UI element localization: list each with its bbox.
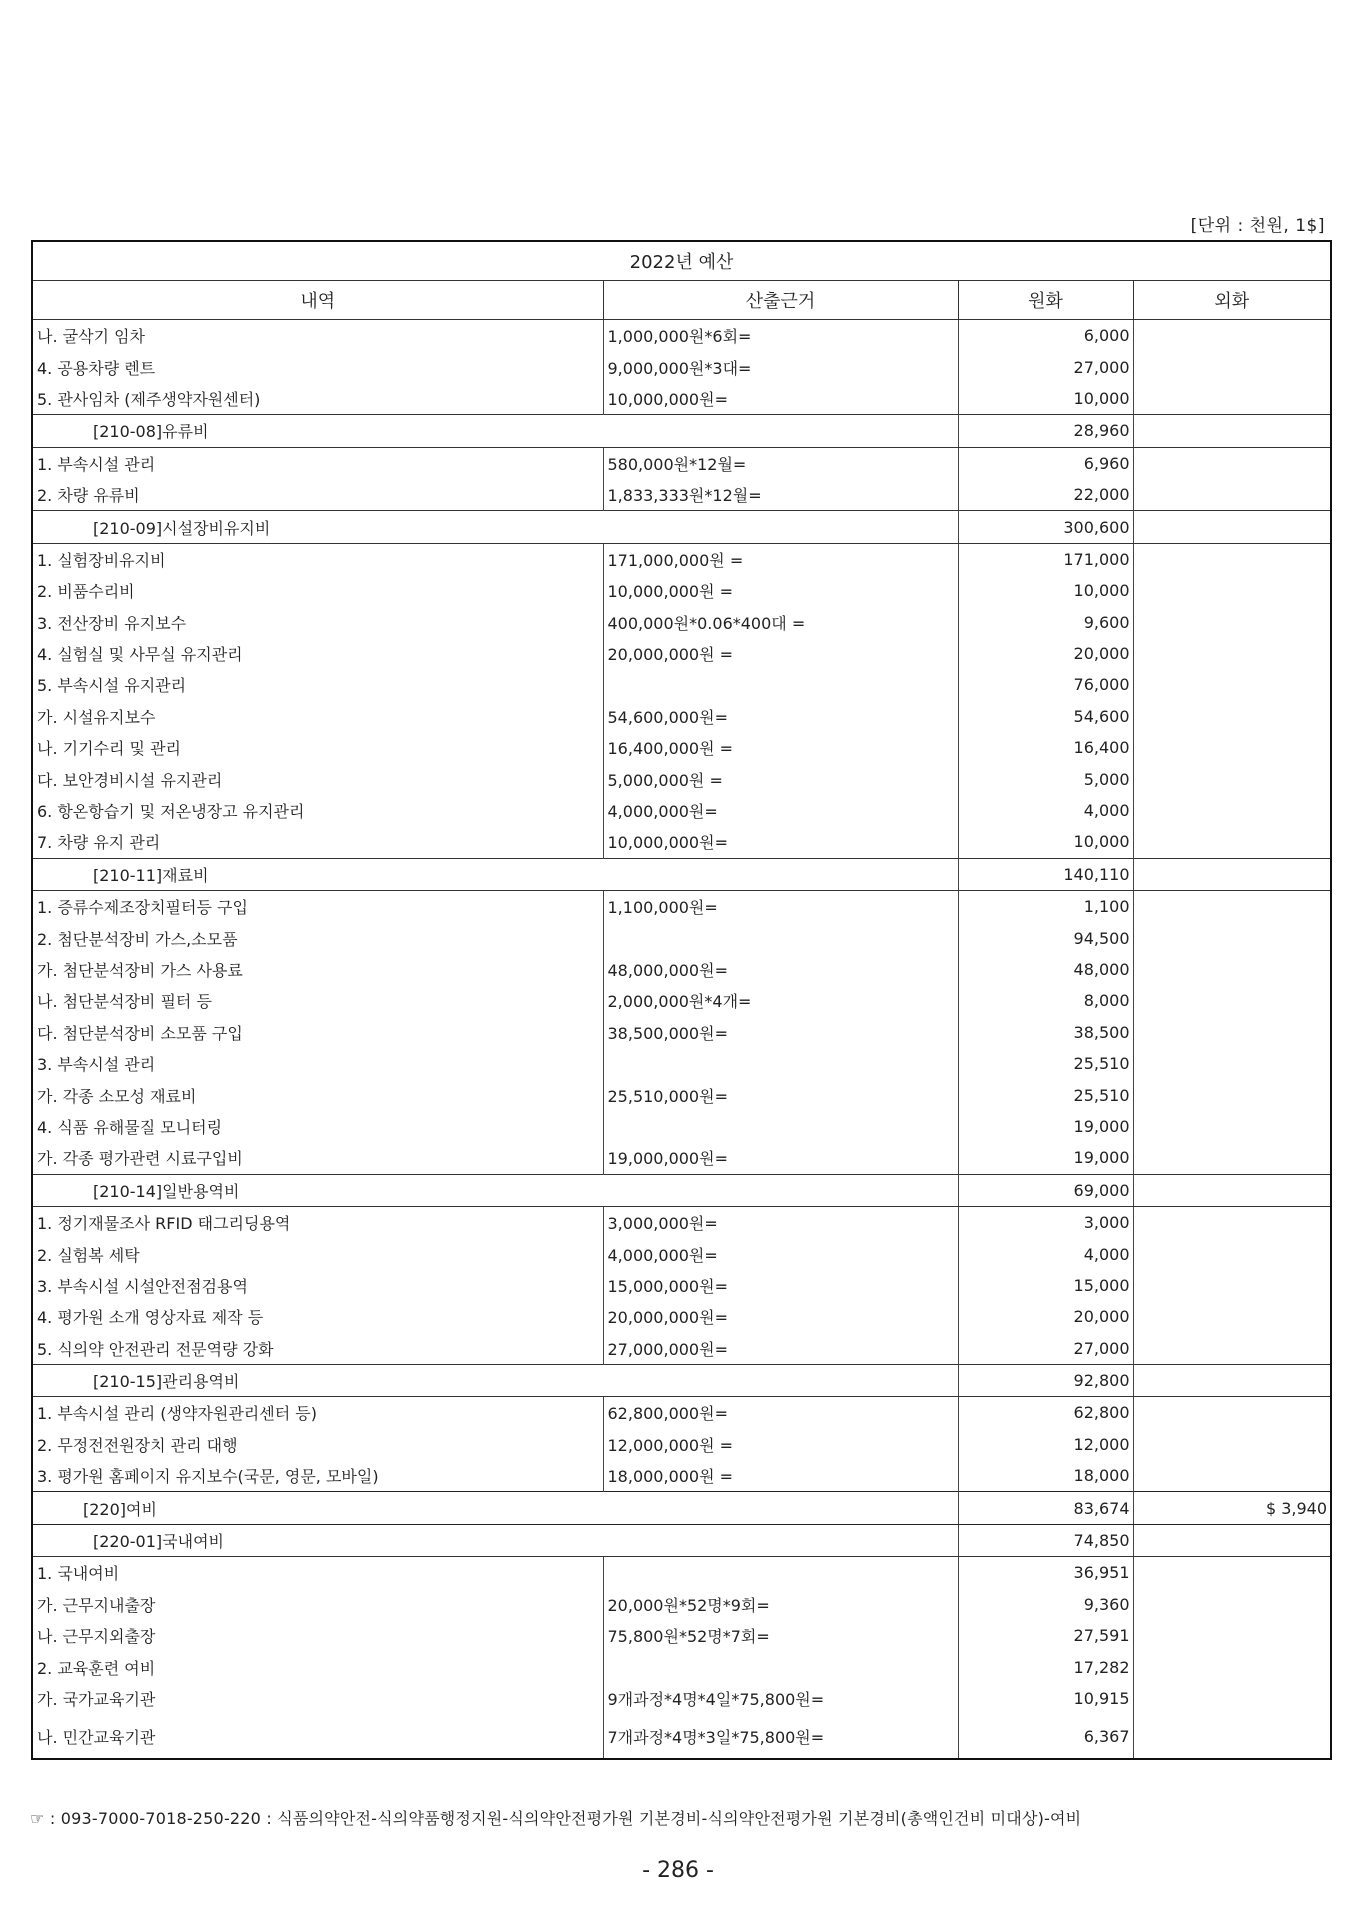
item-fx [1133,1111,1331,1142]
table-row [32,479,1331,511]
item-fx [1133,320,1331,352]
item-fx [1133,479,1331,511]
item-basis: 171,000,000원 = [603,543,958,575]
table-row [32,1238,1331,1269]
item-fx [1133,1017,1331,1048]
section-krw: 83,674 [958,1492,1133,1524]
col-basis-header: 산출근거 [603,281,958,320]
item-desc: 가. 근무지내출장 [32,1589,603,1620]
item-basis: 20,000,000원 = [603,638,958,669]
item-desc: 5. 부속시설 유지관리 [32,669,603,700]
table-row [32,1206,1331,1238]
item-fx [1133,1557,1331,1589]
item-basis: 4,000,000원= [603,1238,958,1269]
table-row [32,607,1331,638]
section-krw: 300,600 [958,511,1133,543]
section-fx [1133,1524,1331,1556]
item-desc: 4. 식품 유해물질 모니터링 [32,1111,603,1142]
section-krw: 92,800 [958,1364,1133,1396]
section-fx [1133,1174,1331,1206]
item-fx [1133,575,1331,606]
item-fx [1133,383,1331,415]
table-row [32,351,1331,382]
table-row [32,638,1331,669]
item-fx [1133,669,1331,700]
item-desc: 5. 관사임차 (제주생약자원센터) [32,383,603,415]
item-krw: 94,500 [958,922,1133,953]
section-row [32,1364,1331,1396]
item-krw: 6,000 [958,320,1133,352]
section-krw: 74,850 [958,1524,1133,1556]
table-row [32,383,1331,415]
page-number: - 286 - [642,1858,714,1883]
item-krw: 62,800 [958,1397,1133,1429]
item-basis: 400,000원*0.06*400대 = [603,607,958,638]
item-desc: 다. 첨단분석장비 소모품 구입 [32,1017,603,1048]
section-desc: [210-15]관리용역비 [32,1364,958,1396]
item-desc: 1. 실험장비유지비 [32,543,603,575]
table-row [32,795,1331,826]
item-fx [1133,1238,1331,1269]
item-desc: 2. 교육훈련 여비 [32,1651,603,1682]
table-row [32,543,1331,575]
item-krw: 27,000 [958,1333,1133,1365]
item-fx [1133,1301,1331,1332]
table-row [32,1714,1331,1759]
table-row [32,320,1331,352]
item-desc: 나. 첨단분석장비 필터 등 [32,985,603,1016]
table-row [32,1683,1331,1714]
item-fx [1133,351,1331,382]
item-krw: 27,000 [958,351,1133,382]
item-fx [1133,1429,1331,1460]
item-basis [603,1651,958,1682]
item-basis: 4,000,000원= [603,795,958,826]
item-fx [1133,1589,1331,1620]
item-krw: 10,915 [958,1683,1133,1714]
item-fx [1133,922,1331,953]
section-desc: [220-01]국내여비 [32,1524,958,1556]
item-basis: 20,000원*52명*9회= [603,1589,958,1620]
item-desc: 가. 각종 소모성 재료비 [32,1079,603,1110]
item-krw: 27,591 [958,1620,1133,1651]
section-row [32,415,1331,447]
item-desc: 3. 평가원 홈페이지 유지보수(국문, 영문, 모바일) [32,1460,603,1492]
item-desc: 가. 각종 평가관련 시료구입비 [32,1142,603,1174]
item-basis: 48,000,000원= [603,954,958,985]
item-desc: 3. 전산장비 유지보수 [32,607,603,638]
item-basis [603,1111,958,1142]
item-krw: 10,000 [958,383,1133,415]
section-row [32,511,1331,543]
item-desc: 가. 국가교육기관 [32,1683,603,1714]
item-fx [1133,447,1331,479]
col-krw-header: 원화 [958,281,1133,320]
item-desc: 2. 비품수리비 [32,575,603,606]
table-row [32,1651,1331,1682]
item-fx [1133,985,1331,1016]
item-krw: 15,000 [958,1270,1133,1301]
table-row [32,701,1331,732]
item-basis: 10,000,000원 = [603,575,958,606]
item-krw: 10,000 [958,575,1133,606]
table-row [32,1142,1331,1174]
item-basis: 3,000,000원= [603,1206,958,1238]
item-desc: 나. 기기수리 및 관리 [32,732,603,763]
item-basis: 62,800,000원= [603,1397,958,1429]
item-basis: 54,600,000원= [603,701,958,732]
item-basis [603,1557,958,1589]
table-row [32,891,1331,923]
item-desc: 3. 부속시설 관리 [32,1048,603,1079]
item-basis: 38,500,000원= [603,1017,958,1048]
item-basis [603,922,958,953]
item-basis: 9개과정*4명*4일*75,800원= [603,1683,958,1714]
item-krw: 22,000 [958,479,1133,511]
item-basis: 75,800원*52명*7회= [603,1620,958,1651]
year-header-row [32,241,1331,281]
section-krw: 69,000 [958,1174,1133,1206]
item-desc: 가. 첨단분석장비 가스 사용료 [32,954,603,985]
item-krw: 1,100 [958,891,1133,923]
item-krw: 48,000 [958,954,1133,985]
item-krw: 16,400 [958,732,1133,763]
item-krw: 9,360 [958,1589,1133,1620]
item-basis: 27,000,000원= [603,1333,958,1365]
item-krw: 19,000 [958,1142,1133,1174]
table-row [32,922,1331,953]
item-basis [603,1048,958,1079]
table-row [32,1079,1331,1110]
item-krw: 171,000 [958,543,1133,575]
section-row [32,1492,1331,1524]
section-fx [1133,511,1331,543]
item-basis: 10,000,000원= [603,383,958,415]
item-basis: 19,000,000원= [603,1142,958,1174]
item-fx [1133,638,1331,669]
item-krw: 20,000 [958,1301,1133,1332]
section-desc: [220]여비 [32,1492,958,1524]
item-basis: 12,000,000원 = [603,1429,958,1460]
item-desc: 2. 실험복 세탁 [32,1238,603,1269]
table-row [32,669,1331,700]
item-krw: 9,600 [958,607,1133,638]
item-desc: 4. 공용차량 렌트 [32,351,603,382]
table-row [32,1048,1331,1079]
item-desc: 4. 실험실 및 사무실 유지관리 [32,638,603,669]
item-krw: 6,367 [958,1714,1133,1759]
item-fx [1133,1397,1331,1429]
table-row [32,1397,1331,1429]
section-fx [1133,415,1331,447]
item-krw: 36,951 [958,1557,1133,1589]
item-krw: 4,000 [958,795,1133,826]
item-basis: 1,000,000원*6회= [603,320,958,352]
item-basis: 9,000,000원*3대= [603,351,958,382]
item-fx [1133,1079,1331,1110]
item-basis: 1,833,333원*12월= [603,479,958,511]
item-desc: 6. 항온항습기 및 저온냉장고 유지관리 [32,795,603,826]
item-basis: 2,000,000원*4개= [603,985,958,1016]
year-title: 2022년 예산 [32,241,1331,281]
item-basis [603,669,958,700]
item-fx [1133,1714,1331,1759]
table-row [32,1111,1331,1142]
item-basis: 5,000,000원 = [603,763,958,794]
table-row [32,575,1331,606]
item-desc: 4. 평가원 소개 영상자료 제작 등 [32,1301,603,1332]
item-fx [1133,763,1331,794]
item-desc: 1. 국내여비 [32,1557,603,1589]
item-basis: 580,000원*12월= [603,447,958,479]
item-fx [1133,891,1331,923]
item-fx [1133,1142,1331,1174]
item-krw: 5,000 [958,763,1133,794]
section-desc: [210-08]유류비 [32,415,958,447]
item-desc: 다. 보안경비시설 유지관리 [32,763,603,794]
section-row [32,858,1331,890]
item-fx [1133,1333,1331,1365]
col-fx-header: 외화 [1133,281,1331,320]
table-row [32,985,1331,1016]
item-krw: 54,600 [958,701,1133,732]
item-fx [1133,732,1331,763]
item-desc: 가. 시설유지보수 [32,701,603,732]
footnote: ☞ : 093-7000-7018-250-220 : 식품의약안전-식의약품행정지원-식의약안전평가원 기본경비-식의약안전평가원 기본경비(총액인건비 미대상)-여비 [30,1809,1082,1828]
item-desc: 3. 부속시설 시설안전점검용역 [32,1270,603,1301]
item-basis: 18,000,000원 = [603,1460,958,1492]
item-desc: 나. 민간교육기관 [32,1714,603,1759]
table-row [32,1589,1331,1620]
item-desc: 나. 근무지외출장 [32,1620,603,1651]
item-krw: 20,000 [958,638,1133,669]
item-desc: 2. 무정전전원장치 관리 대행 [32,1429,603,1460]
unit-note: [단위 : 천원, 1$] [1190,216,1325,236]
item-krw: 25,510 [958,1048,1133,1079]
item-basis: 7개과정*4명*3일*75,800원= [603,1714,958,1759]
item-fx [1133,1048,1331,1079]
item-fx [1133,1270,1331,1301]
item-fx [1133,607,1331,638]
item-desc: 1. 정기재물조사 RFID 태그리딩용역 [32,1206,603,1238]
table-row [32,1270,1331,1301]
item-krw: 25,510 [958,1079,1133,1110]
section-fx [1133,858,1331,890]
section-krw: 140,110 [958,858,1133,890]
table-row [32,732,1331,763]
column-header-row [32,281,1331,320]
section-desc: [210-14]일반용역비 [32,1174,958,1206]
item-krw: 18,000 [958,1460,1133,1492]
item-krw: 19,000 [958,1111,1133,1142]
item-fx [1133,1460,1331,1492]
item-fx [1133,1206,1331,1238]
budget-table [31,240,1332,1760]
section-fx: $ 3,940 [1133,1492,1331,1524]
item-fx [1133,1620,1331,1651]
item-krw: 4,000 [958,1238,1133,1269]
item-fx [1133,701,1331,732]
item-desc: 1. 증류수제조장치필터등 구입 [32,891,603,923]
item-fx [1133,954,1331,985]
section-krw: 28,960 [958,415,1133,447]
item-krw: 76,000 [958,669,1133,700]
section-row [32,1174,1331,1206]
item-basis: 10,000,000원= [603,826,958,858]
table-row [32,763,1331,794]
table-row [32,826,1331,858]
col-desc-header: 내역 [32,281,603,320]
item-desc: 나. 굴삭기 임차 [32,320,603,352]
item-desc: 1. 부속시설 관리 (생약자원관리센터 등) [32,1397,603,1429]
table-row [32,1333,1331,1365]
item-krw: 8,000 [958,985,1133,1016]
table-row [32,1301,1331,1332]
table-row [32,1620,1331,1651]
item-basis: 20,000,000원= [603,1301,958,1332]
item-basis: 16,400,000원 = [603,732,958,763]
table-row [32,1460,1331,1492]
section-fx [1133,1364,1331,1396]
item-fx [1133,1651,1331,1682]
item-fx [1133,1683,1331,1714]
item-basis: 1,100,000원= [603,891,958,923]
item-desc: 2. 차량 유류비 [32,479,603,511]
item-basis: 25,510,000원= [603,1079,958,1110]
table-row [32,954,1331,985]
table-row [32,447,1331,479]
table-row [32,1557,1331,1589]
table-row [32,1017,1331,1048]
section-desc: [210-11]재료비 [32,858,958,890]
item-krw: 12,000 [958,1429,1133,1460]
item-fx [1133,543,1331,575]
item-fx [1133,826,1331,858]
item-desc: 7. 차량 유지 관리 [32,826,603,858]
item-krw: 3,000 [958,1206,1133,1238]
item-krw: 10,000 [958,826,1133,858]
item-desc: 5. 식의약 안전관리 전문역량 강화 [32,1333,603,1365]
item-krw: 6,960 [958,447,1133,479]
item-krw: 38,500 [958,1017,1133,1048]
section-row [32,1524,1331,1556]
item-desc: 2. 첨단분석장비 가스,소모품 [32,922,603,953]
section-desc: [210-09]시설장비유지비 [32,511,958,543]
table-row [32,1429,1331,1460]
item-basis: 15,000,000원= [603,1270,958,1301]
item-krw: 17,282 [958,1651,1133,1682]
item-desc: 1. 부속시설 관리 [32,447,603,479]
item-fx [1133,795,1331,826]
